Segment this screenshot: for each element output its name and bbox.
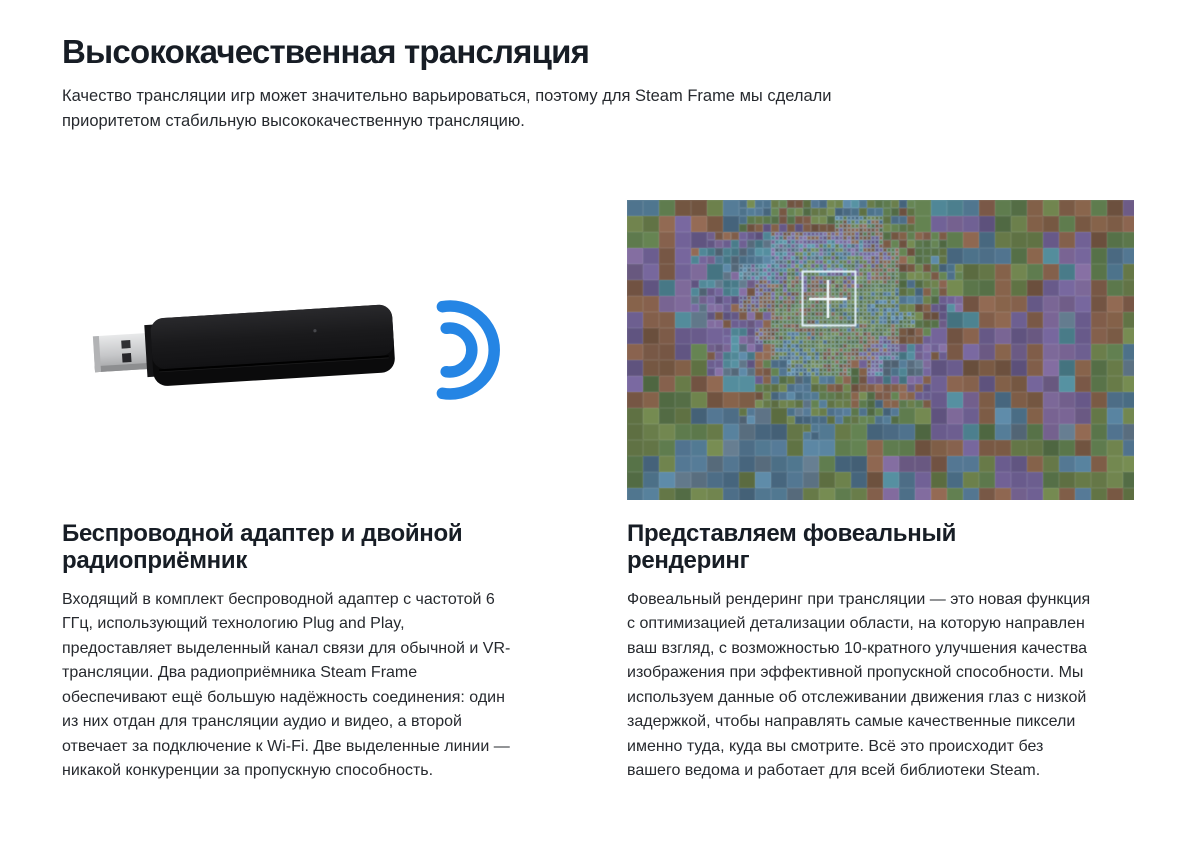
foveated-heading: Представляем фовеальный рендеринг [627,519,957,574]
adapter-figure [62,200,515,500]
adapter-body-text: Входящий в комплект беспроводной адаптер с частотой 6 ГГц, использующий технологию Plug and Play, предоставляет выделенный канал связи для обычной и VR-трансляции. Два радиоприёмника Steam Frame обеспечивают ещё большую надёжность соединения: один из них отдан для трансляции аудио и видео, а второй отвечает за подключение к Wi-Fi. Две выделенные линии — никакой конкуренции за пропускную способность. [62,591,511,780]
wireless-adapter-image [76,285,416,415]
foveated-column [627,200,1134,784]
page-title: Высококачественная трансляция [62,33,590,70]
adapter-column [62,200,515,784]
content-columns [62,200,1134,784]
usb-contact-hole [121,340,130,349]
foveated-body-text: Фовеальный рендеринг при трансляции — это новая функция с оптимизацией детализации области, на которую направлен ваш взгляд, с возможностью 10-кратного улучшения качества изображения при эффективной пропускной способности. Мы используем данные об отслеживании движения глаз с низкой задержкой, чтобы направлять самые качественные пиксели именно туда, куда вы смотрите. Всё это происходит без вашего ведома и работает для всей библиотеки Steam. [627,591,1091,780]
wifi-signal-icon [426,296,502,404]
foveated-figure [627,200,1134,500]
adapter-heading: Беспроводной адаптер и двойной радиоприёмник [62,519,463,574]
dongle-body [143,304,395,387]
usb-contact-hole [121,353,131,363]
intro-text: Качество трансляции игр может значительно варьироваться, поэтому для Steam Frame мы сделали приоритетом стабильную высококачественную трансляцию. [62,87,832,131]
foveated-mosaic-canvas [627,200,1134,500]
